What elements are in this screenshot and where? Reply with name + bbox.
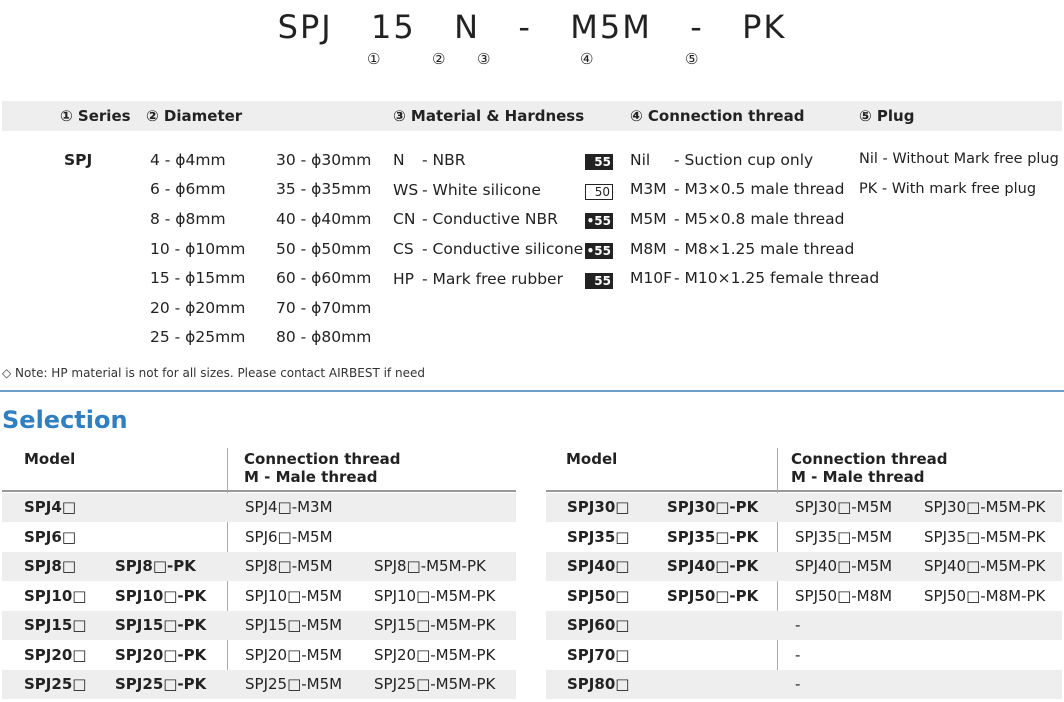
model-pk-code: SPJ50□-PK [667,586,759,605]
thread-model-code: SPJ10□-M5M [245,586,343,605]
diameter-item: 8 - ϕ8mm [150,210,226,228]
thread-model-code: SPJ8□-M5M [245,557,333,575]
model-code: SPJ25□ [24,675,87,693]
hardness-badge: 55 [585,273,613,289]
thread-model-code: SPJ4□-M3M [245,498,333,516]
thread-code: M10F [630,269,673,287]
plug-option: PK - With mark free plug [859,181,1037,197]
code-part-series: SPJ [277,8,333,46]
model-code: SPJ50□ [567,586,630,605]
left-table-thread-header [244,450,401,486]
model-pk-code: SPJ15□-PK [115,616,207,634]
note-text: ◇ Note: HP material is not for all sizes. Please contact AIRBEST if need [2,366,425,380]
product-code [0,8,1064,46]
diameter-item: 40 - ϕ40mm [276,210,372,228]
model-pk-code: SPJ10□-PK [115,586,207,605]
thread-model-code: SPJ50□-M8M [795,586,893,605]
header-plug: ⑤ Plug [859,107,915,125]
diameter-item: 80 - ϕ80mm [276,328,372,346]
diameter-item: 60 - ϕ60mm [276,269,372,287]
model-code: SPJ70□ [567,645,630,664]
thread-pk-model-code: SPJ50□-M8M-PK [924,586,1046,605]
thread-pk-model-code: SPJ20□-M5M-PK [374,645,496,664]
hardness-badge: 50 [585,184,613,200]
material-name: - Conductive silicone [422,240,584,258]
code-marker: ④ [580,50,594,68]
thread-desc: - M10×1.25 female thread [674,269,880,287]
thread-model-code: SPJ15□-M5M [245,616,343,634]
thread-code: M3M [630,180,667,198]
code-part-diameter: 15 [371,8,416,46]
code-part-plug: PK [742,8,787,46]
plug-option: Nil - Without Mark free plug [859,151,1059,167]
model-code: SPJ6□ [24,527,76,546]
thread-model-code: SPJ35□-M5M [795,527,893,546]
diameter-item: 20 - ϕ20mm [150,299,246,317]
material-code: CN [393,210,416,228]
code-part-thread: M5M [570,8,652,46]
material-code: HP [393,270,415,288]
material-name: - NBR [422,151,466,169]
model-pk-code: SPJ35□-PK [667,527,759,546]
model-code: SPJ4□ [24,498,76,516]
thread-pk-model-code: SPJ10□-M5M-PK [374,586,496,605]
thread-header-line1: Connection thread [244,450,401,468]
model-code: SPJ15□ [24,616,87,634]
diameter-item: 30 - ϕ30mm [276,151,372,169]
thread-header-line2: M - Male thread [791,468,925,486]
material-name: - Mark free rubber [422,270,563,288]
code-marker: ① [367,50,381,68]
model-pk-code: SPJ25□-PK [115,675,207,693]
diameter-item: 15 - ϕ15mm [150,269,246,287]
thread-code: M8M [630,240,667,258]
diameter-item: 70 - ϕ70mm [276,299,372,317]
material-name: - White silicone [422,181,541,199]
thread-pk-model-code: SPJ35□-M5M-PK [924,527,1046,546]
diameter-item: 35 - ϕ35mm [276,180,372,198]
right-table-thread-header [791,450,948,486]
right-table-model-header: Model [566,450,618,468]
code-marker: ③ [477,50,491,68]
material-code: CS [393,240,414,258]
model-code: SPJ80□ [567,675,630,693]
series-value: SPJ [64,151,93,169]
code-part-material: N [454,8,481,46]
thread-model-code: SPJ20□-M5M [245,645,343,664]
hardness-badge: 55 [585,154,613,170]
diameter-item: 25 - ϕ25mm [150,328,246,346]
thread-code: Nil [630,151,651,169]
thread-desc: - M8×1.25 male thread [674,240,855,258]
thread-code: M5M [630,210,667,228]
thread-pk-model-code: SPJ15□-M5M-PK [374,616,496,634]
code-marker: ⑤ [685,50,699,68]
thread-desc: - M5×0.8 male thread [674,210,845,228]
model-code: SPJ40□ [567,557,630,575]
header-diameter: ② Diameter [146,107,243,125]
code-separator: - [690,8,704,46]
left-table-header-rule [2,490,516,492]
code-marker: ② [432,50,446,68]
thread-desc: - Suction cup only [674,151,814,169]
right-table-header-rule [546,490,1062,492]
thread-model-code: - [795,675,801,693]
thread-pk-model-code: SPJ40□-M5M-PK [924,557,1046,575]
diameter-item: 10 - ϕ10mm [150,240,246,258]
model-code: SPJ35□ [567,527,630,546]
diameter-item: 6 - ϕ6mm [150,180,226,198]
thread-model-code: SPJ6□-M5M [245,527,333,546]
thread-pk-model-code: SPJ30□-M5M-PK [924,498,1046,516]
hardness-badge: •55 [586,214,611,228]
thread-header-line2: M - Male thread [244,468,378,486]
thread-model-code: SPJ30□-M5M [795,498,893,516]
section-divider [0,390,1064,392]
diameter-item: 4 - ϕ4mm [150,151,226,169]
header-series: ① Series [60,107,131,125]
model-code: SPJ60□ [567,616,630,634]
model-pk-code: SPJ8□-PK [115,557,196,575]
material-code: WS [393,181,419,199]
thread-pk-model-code: SPJ25□-M5M-PK [374,675,496,693]
material-name: - Conductive NBR [422,210,558,228]
thread-model-code: SPJ40□-M5M [795,557,893,575]
thread-model-code: - [795,616,801,634]
model-pk-code: SPJ30□-PK [667,498,759,516]
thread-pk-model-code: SPJ8□-M5M-PK [374,557,486,575]
hardness-badge: •55 [586,244,611,258]
left-table-model-header: Model [24,450,76,468]
model-code: SPJ30□ [567,498,630,516]
model-code: SPJ20□ [24,645,87,664]
thread-desc: - M3×0.5 male thread [674,180,845,198]
thread-model-code: SPJ25□-M5M [245,675,343,693]
header-thread: ④ Connection thread [630,107,805,125]
material-code: N [393,151,405,169]
thread-header-line1: Connection thread [791,450,948,468]
diameter-item: 50 - ϕ50mm [276,240,372,258]
header-material: ③ Material & Hardness [393,107,585,125]
model-code: SPJ8□ [24,557,76,575]
selection-title: Selection [2,406,128,434]
model-pk-code: SPJ40□-PK [667,557,759,575]
model-pk-code: SPJ20□-PK [115,645,207,664]
code-separator: - [518,8,532,46]
model-code: SPJ10□ [24,586,87,605]
thread-model-code: - [795,645,801,664]
